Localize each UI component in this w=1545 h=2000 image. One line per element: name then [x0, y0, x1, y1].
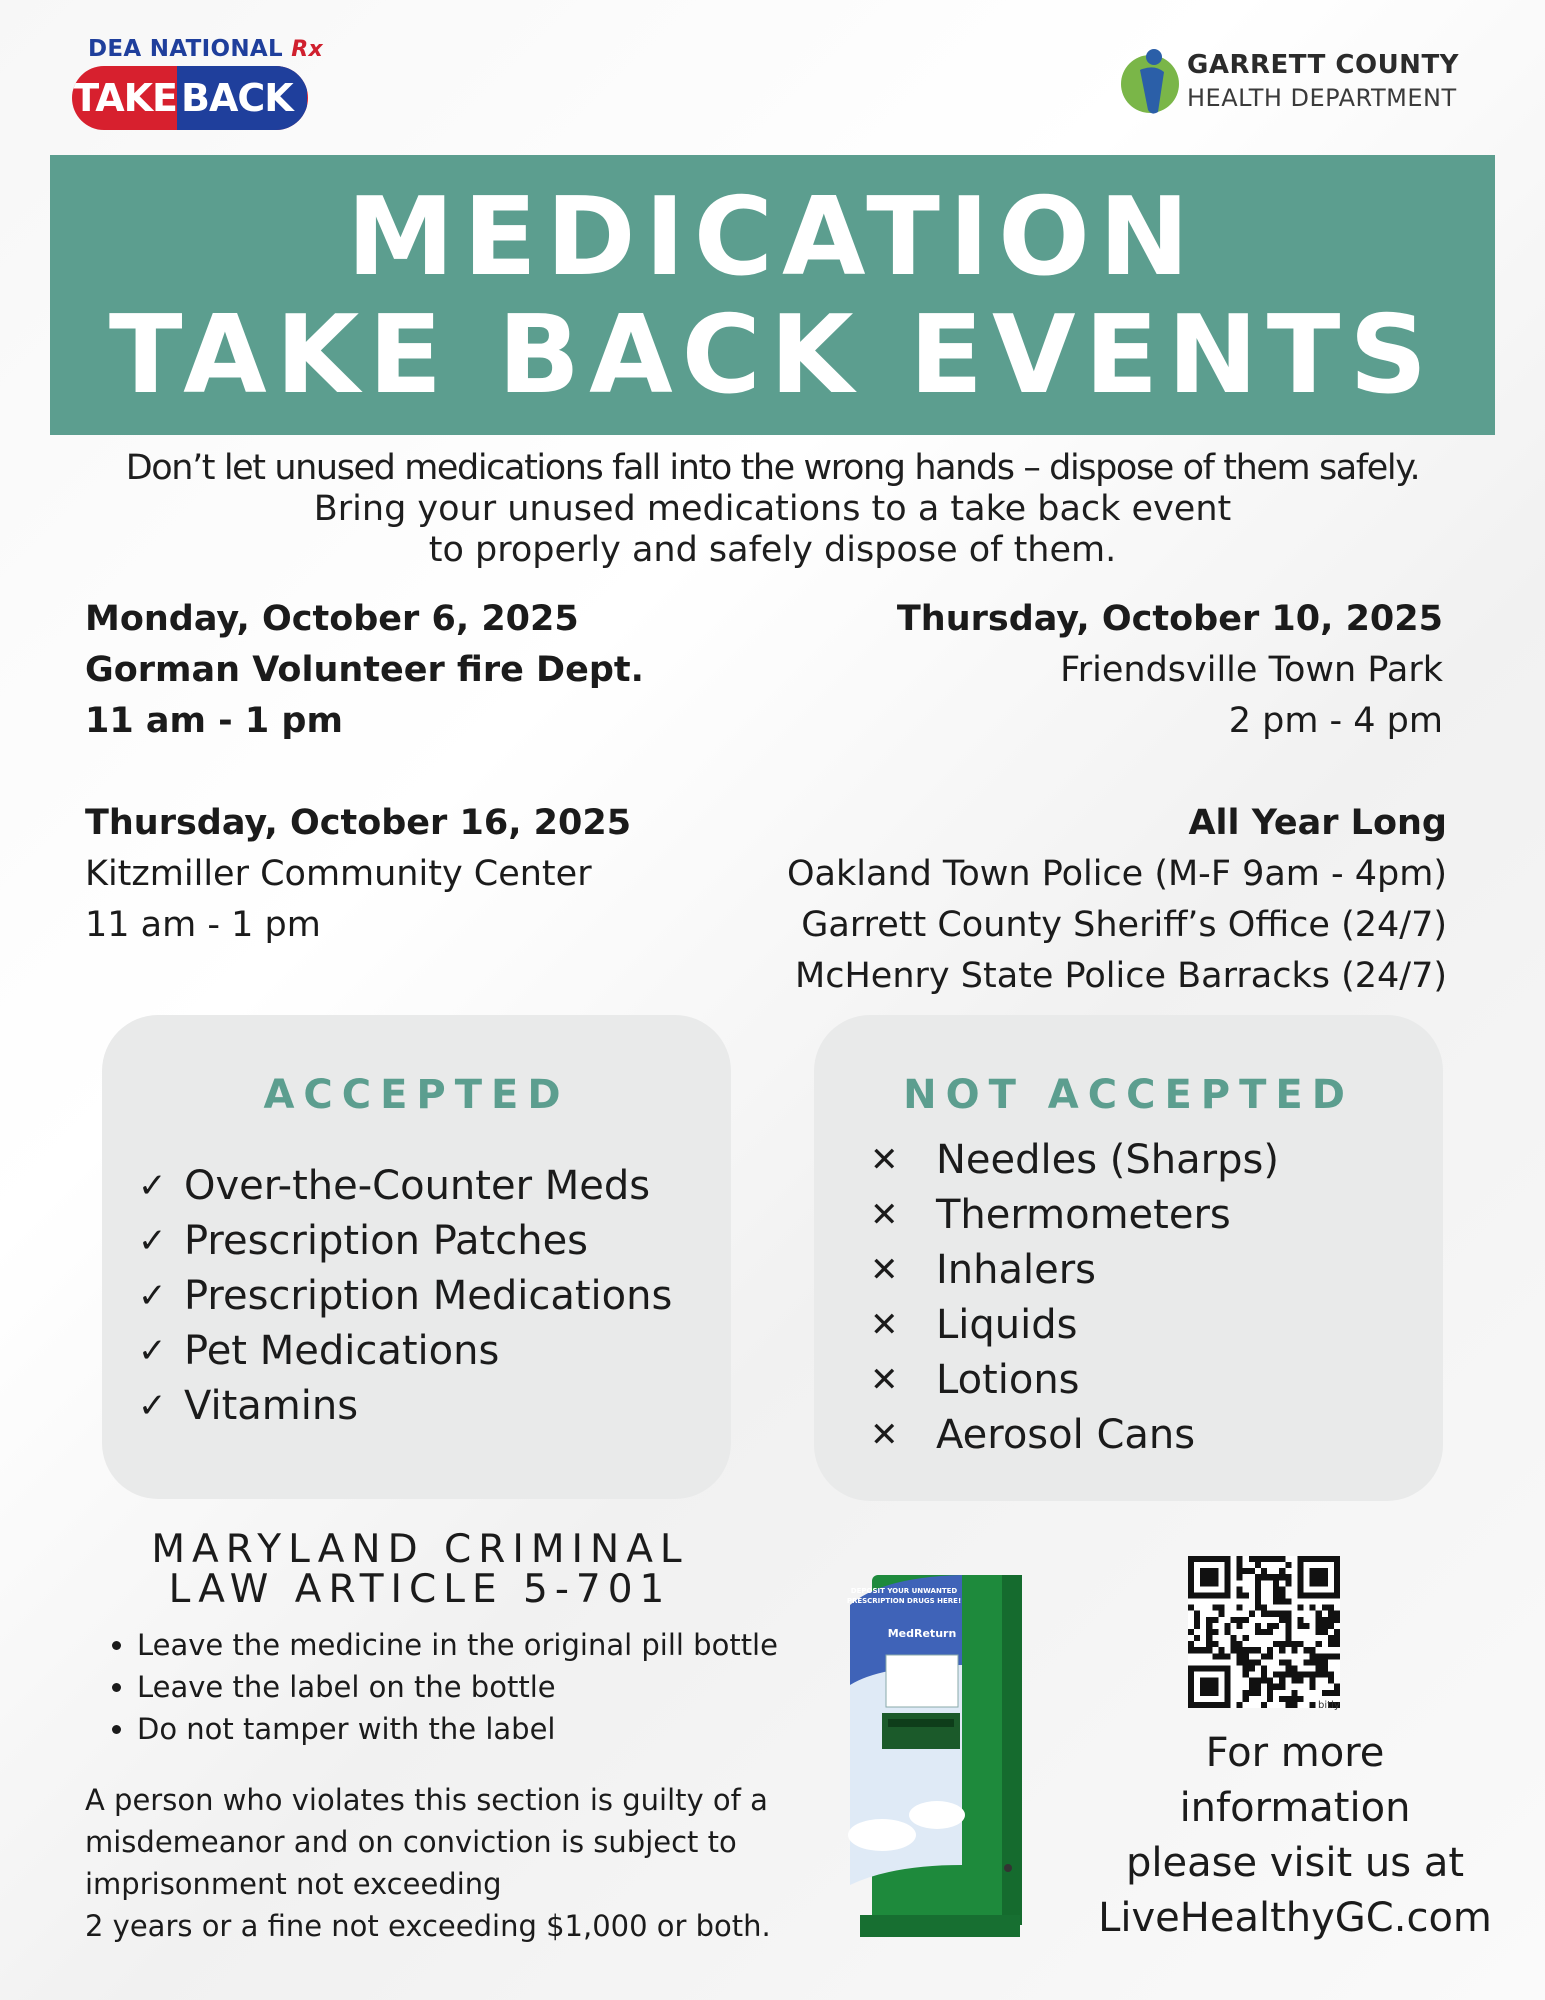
- not-accepted-item-label: Lotions: [936, 1356, 1080, 1403]
- check-icon: ✓: [138, 1385, 167, 1426]
- list-item: [870, 1352, 1279, 1407]
- penalty-line: 2 years or a fine not exceeding $1,000 or both.: [85, 1909, 771, 1943]
- law-penalty-text: [85, 1779, 771, 1947]
- title-banner: [50, 155, 1495, 435]
- event-date: Monday, October 6, 2025: [85, 599, 579, 639]
- not-accepted-title: NOT ACCEPTED: [903, 1072, 1354, 1118]
- accepted-item-label: Vitamins: [184, 1382, 359, 1429]
- not-accepted-item-label: Thermometers: [936, 1191, 1231, 1238]
- law-title-line1: MARYLAND CRIMINAL: [151, 1527, 689, 1572]
- law-requirements-list: [105, 1624, 778, 1750]
- check-icon: ✓: [138, 1165, 167, 1206]
- dropoff-location: McHenry State Police Barracks (24/7): [795, 956, 1447, 996]
- event-time: 11 am - 1 pm: [85, 905, 321, 945]
- event-monday-oct-6: [85, 594, 644, 747]
- list-item: [138, 1323, 672, 1378]
- year-round-title: All Year Long: [1188, 803, 1447, 843]
- list-item: [138, 1268, 672, 1323]
- not-accepted-item-label: Needles (Sharps): [936, 1136, 1279, 1183]
- dropoff-location: Oakland Town Police (M-F 9am - 4pm): [786, 854, 1447, 894]
- event-thursday-oct-10: [897, 594, 1443, 747]
- intro-text: [50, 448, 1495, 571]
- list-item: [138, 1378, 672, 1433]
- accepted-item-label: Prescription Patches: [184, 1217, 589, 1264]
- event-time: 2 pm - 4 pm: [1228, 701, 1443, 741]
- not-accepted-list: [870, 1132, 1279, 1462]
- qr-code[interactable]: [1188, 1556, 1340, 1708]
- list-item: [870, 1242, 1279, 1297]
- law-title-line2: LAW ARTICLE 5-701: [168, 1567, 672, 1612]
- rx-symbol: Rx: [291, 37, 324, 62]
- event-location: Gorman Volunteer fire Dept.: [85, 650, 644, 690]
- intro-line-1: Don’t let unused medications fall into the wrong hands – dispose of them safely.: [125, 448, 1420, 488]
- intro-line-2: Bring your unused medications to a take back event: [313, 489, 1232, 529]
- x-icon: ✕: [870, 1139, 899, 1180]
- more-info-line: information: [1179, 1785, 1411, 1831]
- x-icon: ✕: [870, 1359, 899, 1400]
- event-date: Thursday, October 10, 2025: [896, 599, 1443, 639]
- kiosk-headline: DEPOSIT YOUR UNWANTED: [850, 1587, 958, 1595]
- not-accepted-item-label: Inhalers: [936, 1246, 1097, 1293]
- check-icon: ✓: [138, 1275, 167, 1316]
- list-item: [870, 1132, 1279, 1187]
- drug-return-kiosk-image: [842, 1565, 1030, 1945]
- accepted-list: [138, 1158, 672, 1433]
- penalty-line: imprisonment not exceeding: [85, 1867, 502, 1901]
- not-accepted-item-label: Aerosol Cans: [936, 1411, 1196, 1458]
- check-icon: ✓: [138, 1220, 167, 1261]
- org-name: GARRETT COUNTY: [1187, 50, 1460, 80]
- kiosk-headline-2: PRESCRIPTION DRUGS HERE!: [846, 1597, 962, 1605]
- kiosk-brand: MedReturn: [887, 1627, 957, 1640]
- website-link[interactable]: LiveHealthyGC.com: [1098, 1895, 1492, 1941]
- list-item: [870, 1407, 1279, 1462]
- not-accepted-item-label: Liquids: [936, 1301, 1078, 1348]
- dropoff-location: Garrett County Sheriff’s Office (24/7): [801, 905, 1447, 945]
- list-item: [138, 1213, 672, 1268]
- check-icon: ✓: [138, 1330, 167, 1371]
- more-info-line: please visit us at: [1125, 1840, 1465, 1886]
- not-accepted-panel: [814, 1015, 1443, 1501]
- event-time: 11 am - 1 pm: [85, 701, 343, 741]
- qr-brand-label: bitly: [1318, 1700, 1340, 1711]
- list-item: [870, 1187, 1279, 1242]
- accepted-item-label: Pet Medications: [184, 1327, 500, 1374]
- accepted-panel: [102, 1015, 731, 1499]
- more-info-text: [1050, 1726, 1540, 1946]
- banner-title-line1: MEDICATION: [346, 175, 1199, 300]
- x-icon: ✕: [870, 1194, 899, 1235]
- event-location: Friendsville Town Park: [1060, 650, 1443, 690]
- x-icon: ✕: [870, 1304, 899, 1345]
- takeback-back-text: BACK: [177, 66, 307, 130]
- more-info-line: For more: [1205, 1730, 1385, 1776]
- event-location: Kitzmiller Community Center: [85, 854, 592, 894]
- person-map-pin-icon: [1118, 48, 1182, 118]
- accepted-item-label: Prescription Medications: [184, 1272, 673, 1319]
- penalty-line: misdemeanor and on conviction is subject to: [85, 1825, 737, 1859]
- accepted-title: ACCEPTED: [263, 1072, 570, 1118]
- x-icon: ✕: [870, 1249, 899, 1290]
- x-icon: ✕: [870, 1414, 899, 1455]
- dea-national-text: DEA NATIONAL: [88, 36, 283, 62]
- intro-line-3: to properly and safely dispose of them.: [428, 530, 1117, 570]
- penalty-line: A person who violates this section is guilty of a: [85, 1783, 768, 1817]
- accepted-item-label: Over-the-Counter Meds: [184, 1162, 651, 1209]
- event-thursday-oct-16: [85, 798, 631, 951]
- takeback-take-text: TAKE: [73, 76, 178, 120]
- list-item: [138, 1158, 672, 1213]
- banner-title-line2: TAKE BACK EVENTS: [108, 293, 1437, 418]
- law-article-title: [95, 1527, 745, 1612]
- year-round-dropoff: [787, 798, 1447, 1002]
- dea-national-label: [88, 36, 323, 62]
- list-item: • Leave the label on the bottle: [137, 1666, 778, 1708]
- event-date: Thursday, October 16, 2025: [85, 803, 632, 843]
- org-subtitle: HEALTH DEPARTMENT: [1187, 84, 1457, 112]
- list-item: [870, 1297, 1279, 1352]
- takeback-logo: [72, 66, 308, 130]
- list-item: • Do not tamper with the label: [137, 1708, 778, 1750]
- list-item: • Leave the medicine in the original pill bottle: [137, 1624, 778, 1666]
